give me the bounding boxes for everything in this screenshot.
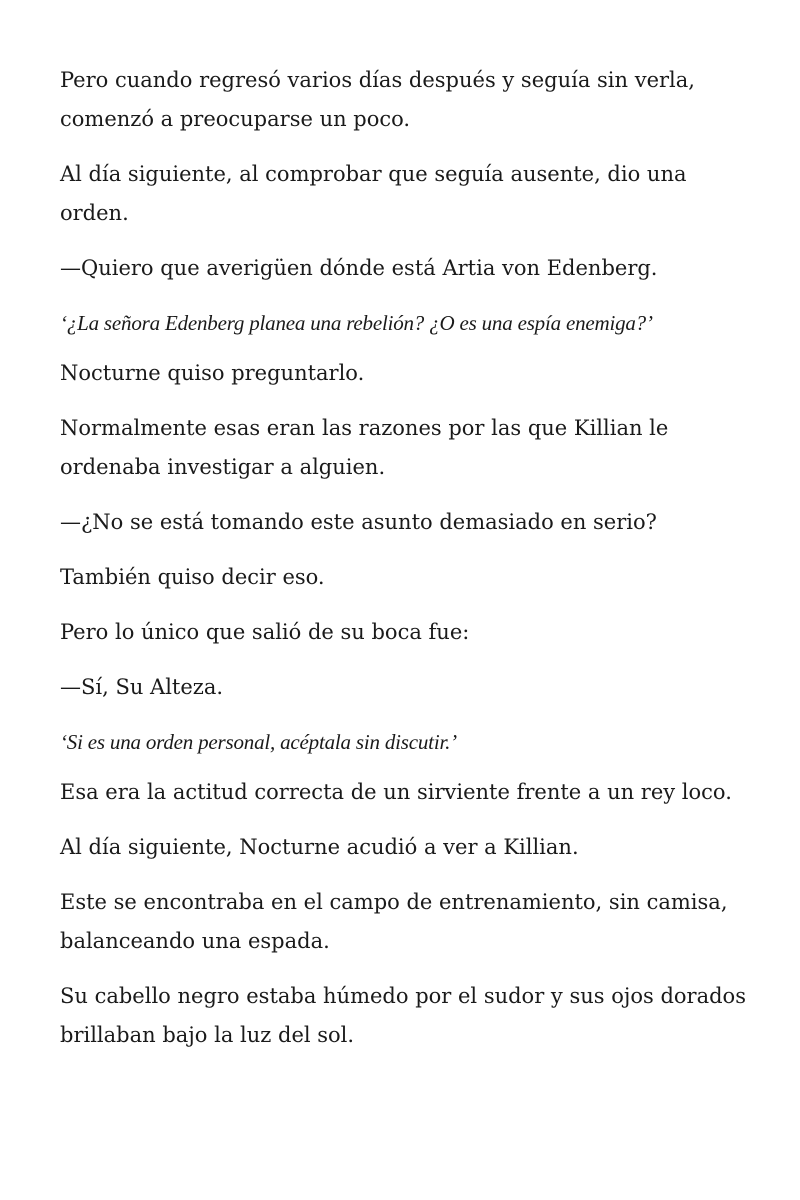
document-page <box>60 61 750 1071</box>
paragraph: Este se encontraba en el campo de entrenamiento, sin camisa, balanceando una espada. <box>60 890 728 953</box>
dialogue-line: —Quiero que averigüen dónde está Artia von Edenberg. <box>60 256 658 280</box>
inner-thought: ‘Si es una orden personal, acéptala sin discutir.’ <box>60 730 457 754</box>
paragraph: Pero lo único que salió de su boca fue: <box>60 620 470 644</box>
paragraph: Normalmente esas eran las razones por las que Killian le ordenaba investigar a alguien. <box>60 416 669 479</box>
paragraph: Al día siguiente, al comprobar que seguía ausente, dio una orden. <box>60 162 687 225</box>
paragraph: Esa era la actitud correcta de un sirviente frente a un rey loco. <box>60 780 732 804</box>
inner-thought: ‘¿La señora Edenberg planea una rebelión? ¿O es una espía enemiga?’ <box>60 311 653 335</box>
dialogue-line: —¿No se está tomando este asunto demasiado en serio? <box>60 510 657 534</box>
paragraph: Pero cuando regresó varios días después y seguía sin verla, comenzó a preocuparse un poco. <box>60 68 695 131</box>
paragraph: Nocturne quiso preguntarlo. <box>60 361 365 385</box>
paragraph: Al día siguiente, Nocturne acudió a ver a Killian. <box>60 835 579 859</box>
paragraph: También quiso decir eso. <box>60 565 325 589</box>
dialogue-line: —Sí, Su Alteza. <box>60 675 224 699</box>
paragraph: Su cabello negro estaba húmedo por el sudor y sus ojos dorados brillaban bajo la luz del sol. <box>60 984 746 1047</box>
